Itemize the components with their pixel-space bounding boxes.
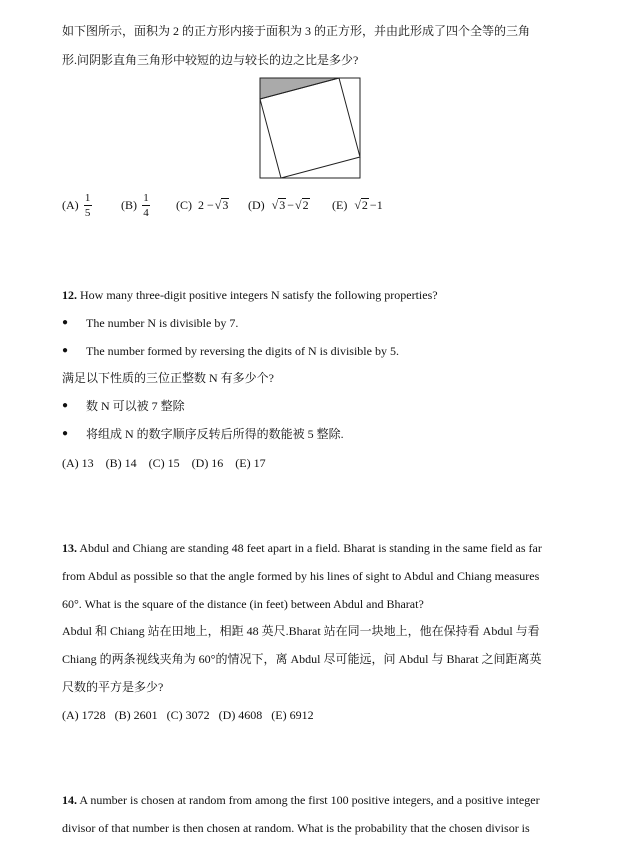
q13-cn-line-1: Abdul 和 Chiang 站在田地上，相距 48 英尺.Bharat 站在同一块地上，他在保持看 Abdul 与看 [62, 624, 540, 638]
fraction-numerator: 1 [143, 191, 149, 204]
q12-number: 12. [62, 288, 77, 302]
q11-text-line-1: 如下图所示，面积为 2 的正方形内接于面积为 3 的正方形，并由此形成了四个全等的三角 [62, 24, 531, 38]
q13-cn-line-2: Chiang 的两条视线夹角为 60°的情况下，离 Abdul 尽可能远，问 Abdul 与 Bharat 之间距离英 [62, 652, 542, 666]
q11-option-e[interactable] [332, 190, 383, 220]
fraction-denominator: 4 [143, 206, 149, 219]
fraction-one-fourth [142, 192, 150, 219]
q12-question-text: How many three-digit positive integers N satisfy the following properties? [80, 288, 438, 302]
option-c-label: (C) [176, 197, 192, 212]
q11-text-line-2: 形.问阴影直角三角形中较短的边与较长的边之比是多少? [62, 53, 359, 67]
q11-option-d[interactable] [248, 190, 311, 220]
q14-number: 14. [62, 793, 77, 807]
q13-options: (A) 1728 (B) 2601 (C) 3072 (D) 4608 (E) 6912 [62, 708, 314, 722]
q12-question [62, 288, 438, 302]
q13-text: Abdul and Chiang are standing 48 feet apart in a field. Bharat is standing in the same field as far [79, 541, 542, 555]
q12-options: (A) 13 (B) 14 (C) 15 (D) 16 (E) 17 [62, 456, 266, 470]
sqrt-2: √ 2 [354, 197, 368, 212]
q13-line-2: from Abdul as possible so that the angle formed by his lines of sight to Abdul and Chiang measures [62, 569, 540, 583]
option-e-suffix: −1 [369, 197, 383, 212]
q12-question-cn: 满足以下性质的三位正整数 N 有多少个? [62, 371, 274, 385]
q13-cn-line-3: 尺数的平方是多少? [62, 680, 164, 694]
option-d-label: (D) [248, 197, 265, 212]
fraction-one-fifth [84, 192, 92, 219]
sqrt-3: √ 3 [271, 197, 286, 212]
q13-line-1 [62, 541, 542, 555]
option-b-label: (B) [121, 197, 137, 212]
fraction-numerator: 1 [84, 191, 91, 204]
q11-option-b[interactable] [121, 190, 150, 220]
q14-line-2: divisor of that number is then chosen at random. What is the probability that the chosen divisor is [62, 821, 530, 835]
q11-option-c[interactable] [176, 190, 230, 220]
q14-text: A number is chosen at random from among the first 100 positive integers, and a positive integer [79, 793, 540, 807]
sqrt-2: √ 2 [295, 197, 309, 212]
option-a-label: (A) [62, 197, 79, 212]
minus-sign: − [287, 197, 295, 212]
q13-number: 13. [62, 541, 77, 555]
q13-line-3: 60°. What is the square of the distance (in feet) between Abdul and Bharat? [62, 597, 424, 611]
q11-option-a[interactable] [62, 190, 92, 220]
fraction-denominator: 5 [84, 206, 91, 219]
q11-figure [259, 77, 361, 181]
option-e-label: (E) [332, 197, 348, 212]
sqrt-3: √ 3 [214, 197, 229, 212]
q14-line-1 [62, 793, 540, 807]
q11-options [62, 190, 582, 220]
option-c-prefix: 2 − [198, 197, 214, 212]
